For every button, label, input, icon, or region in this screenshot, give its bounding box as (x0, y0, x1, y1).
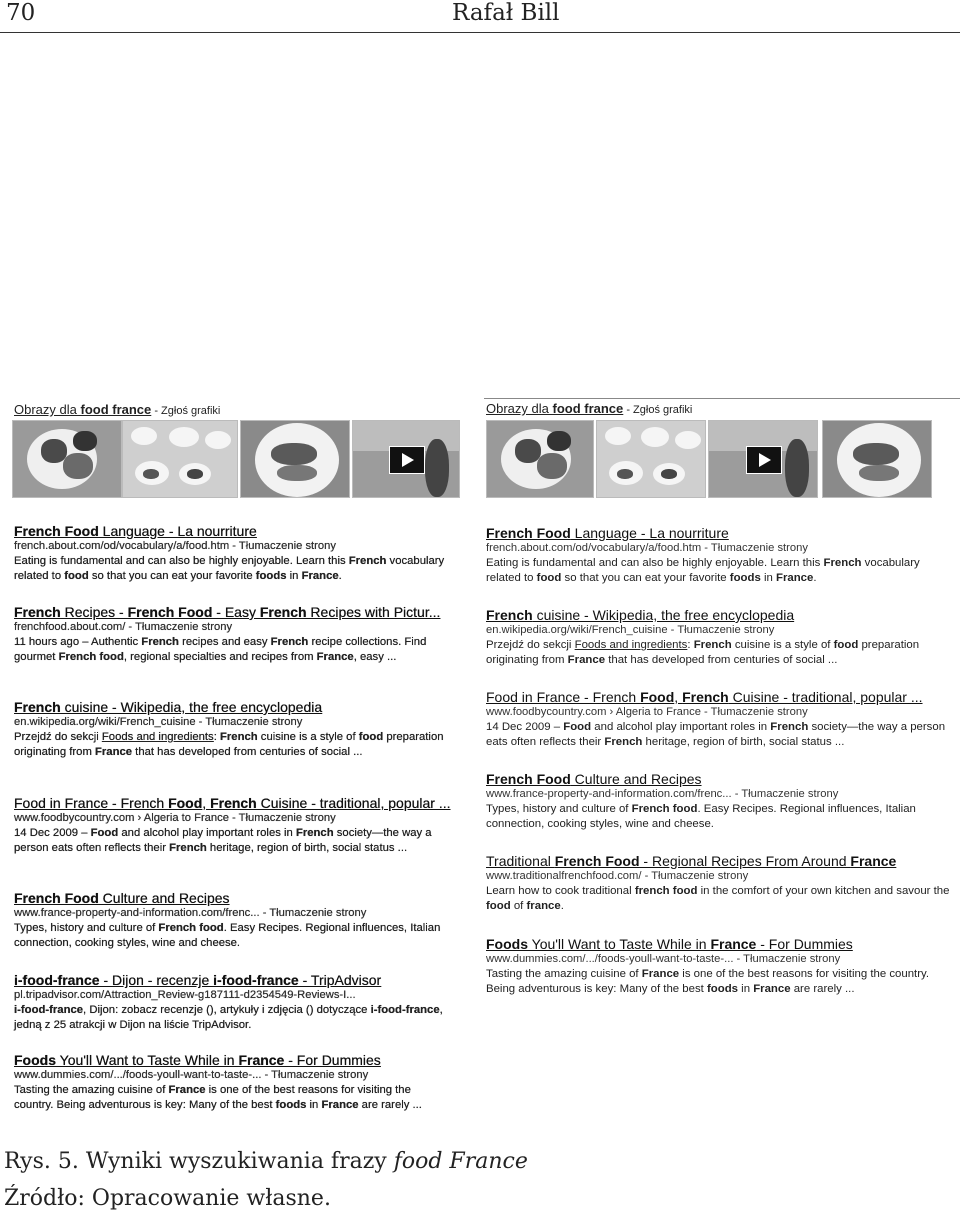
result-url[interactable]: www.foodbycountry.com › Algeria to France - Tłumaczenie strony (486, 706, 808, 718)
food-image-thumbnail[interactable] (822, 420, 932, 498)
search-result (486, 936, 956, 998)
result-snippet: 14 Dec 2009 – Food and alcohol play important roles in French society—the way a person eats often reflects their French heritage, region of birth, social status ... (14, 827, 432, 855)
result-title-link[interactable]: French Food Culture and Recipes (14, 890, 230, 906)
result-title-link[interactable]: Traditional French Food - Regional Recipes From Around France (486, 853, 897, 869)
images-header-query: food france (80, 402, 152, 417)
result-title-link[interactable]: French Recipes - French Food - Easy French Recipes with Pictur... (14, 604, 441, 620)
result-url[interactable]: frenchfood.about.com/ - Tłumaczenie strony (14, 621, 233, 633)
report-images-link[interactable]: - Zgłoś grafiki (623, 404, 693, 416)
search-result (486, 771, 956, 833)
food-image-thumbnail[interactable] (240, 420, 350, 498)
search-result (486, 525, 956, 587)
result-snippet: Przejdź do sekcji Foods and ingredients: French cuisine is a style of food preparation originating from France that has developed from centuries of social ... (486, 639, 920, 667)
search-result (14, 1052, 450, 1114)
result-url[interactable]: www.france-property-and-information.com/frenc... - Tłumaczenie strony (14, 907, 367, 919)
food-image-thumbnail[interactable] (486, 420, 594, 498)
food-image-thumbnail[interactable] (12, 420, 122, 498)
result-title-link[interactable]: French Food Culture and Recipes (486, 771, 702, 787)
page-number: 70 (6, 0, 36, 26)
search-result (14, 604, 450, 666)
result-url[interactable]: en.wikipedia.org/wiki/French_cuisine - Tłumaczenie strony (486, 624, 775, 636)
result-url[interactable]: www.dummies.com/.../foods-youll-want-to-taste-... - Tłumaczenie strony (486, 953, 841, 965)
search-result (14, 795, 451, 857)
caption-query: food France (393, 1149, 528, 1174)
play-icon (389, 446, 425, 474)
result-snippet: Tasting the amazing cuisine of France is one of the best reasons for visiting the country. Being adventurous is key: Many of the best foods in France are rarely ... (486, 968, 930, 996)
figure-caption (4, 1149, 528, 1174)
result-title-link[interactable]: Food in France - French Food, French Cuisine - traditional, popular ... (486, 689, 923, 705)
section-link[interactable]: Foods and ingredients (574, 639, 688, 651)
search-result (14, 523, 450, 585)
result-title-link[interactable]: i-food-france - Dijon - recenzje i-food-france - TripAdvisor (14, 972, 382, 988)
result-snippet: Types, history and culture of French food. Easy Recipes. Regional influences, Italian connection, cooking styles, wine and cheese. (14, 922, 441, 950)
result-snippet: 11 hours ago – Authentic French recipes and easy French recipe collections. Find gourmet French food, regional specialties and recipes from France, easy ... (14, 636, 427, 664)
result-title-link[interactable]: Food in France - French Food, French Cuisine - traditional, popular ... (14, 795, 451, 811)
images-header (14, 402, 220, 419)
result-snippet: i-food-france, Dijon: zobacz recenzje (), artykuły i zdjęcia () dotyczące i-food-france, jedną z 25 atrakcji w Dijon na liście TripAdvisor. (14, 1004, 443, 1032)
video-thumbnail[interactable] (352, 420, 460, 498)
result-snippet: Przejdź do sekcji Foods and ingredients: French cuisine is a style of food preparation originating from France that has developed from centuries of social ... (14, 731, 444, 759)
search-result (14, 699, 450, 761)
video-thumbnail[interactable] (708, 420, 818, 498)
result-url[interactable]: www.foodbycountry.com › Algeria to France - Tłumaczenie strony (14, 812, 336, 824)
result-title-link[interactable]: French cuisine - Wikipedia, the free encyclopedia (486, 607, 795, 623)
search-result (486, 689, 956, 751)
page-author: Rafał Bill (452, 0, 560, 26)
caption-text: Rys. 5. Wyniki wyszukiwania frazy (4, 1149, 394, 1174)
images-header (486, 401, 692, 418)
report-images-link[interactable]: - Zgłoś grafiki (151, 405, 221, 417)
result-snippet: Tasting the amazing cuisine of France is one of the best reasons for visiting the country. Being adventurous is key: Many of the best foods in France are rarely ... (14, 1084, 422, 1112)
result-snippet: Eating is fundamental and can also be highly enjoyable. Learn this French vocabulary related to food so that you can eat your favorite foods in France. (14, 555, 445, 583)
result-title-link[interactable]: French Food Language - La nourriture (14, 523, 257, 539)
result-title-link[interactable]: Foods You'll Want to Taste While in France - For Dummies (14, 1052, 381, 1068)
play-icon (746, 446, 782, 474)
images-header-link[interactable] (486, 401, 623, 416)
section-link[interactable]: Foods and ingredients (101, 731, 214, 743)
result-url[interactable]: en.wikipedia.org/wiki/French_cuisine - Tłumaczenie strony (14, 716, 303, 728)
result-url[interactable]: www.dummies.com/.../foods-youll-want-to-taste-... - Tłumaczenie strony (14, 1069, 369, 1081)
search-result (486, 853, 956, 915)
images-header-link[interactable] (14, 402, 151, 417)
search-result (486, 607, 956, 669)
images-header-query: food france (552, 401, 624, 416)
result-snippet: Eating is fundamental and can also be highly enjoyable. Learn this French vocabulary related to food so that you can eat your favorite foods in France. (486, 557, 920, 585)
figure-source: Źródło: Opracowanie własne. (4, 1186, 331, 1211)
images-header-prefix: Obrazy dla (486, 401, 553, 416)
result-snippet: 14 Dec 2009 – Food and alcohol play important roles in French society—the way a person eats often reflects their French heritage, region of birth, social status ... (486, 721, 946, 749)
result-title-link[interactable]: Foods You'll Want to Taste While in France - For Dummies (486, 936, 853, 952)
result-url[interactable]: french.about.com/od/vocabulary/a/food.htm - Tłumaczenie strony (14, 540, 336, 552)
result-url[interactable]: pl.tripadvisor.com/Attraction_Review-g187111-d2354549-Reviews-I... (14, 989, 356, 1001)
food-image-thumbnail[interactable] (122, 420, 238, 498)
result-url[interactable]: www.traditionalfrenchfood.com/ - Tłumaczenie strony (486, 870, 749, 882)
result-url[interactable]: french.about.com/od/vocabulary/a/food.htm - Tłumaczenie strony (486, 542, 808, 554)
result-snippet: Types, history and culture of French food. Easy Recipes. Regional influences, Italian connection, cooking styles, wine and cheese. (486, 803, 916, 831)
result-snippet: Learn how to cook traditional french food in the comfort of your own kitchen and savour the food of france. (486, 885, 950, 913)
result-url[interactable]: www.france-property-and-information.com/frenc... - Tłumaczenie strony (486, 788, 839, 800)
result-title-link[interactable]: French cuisine - Wikipedia, the free encyclopedia (14, 699, 323, 715)
images-header-prefix: Obrazy dla (14, 402, 81, 417)
page-header (0, 0, 960, 33)
food-image-thumbnail[interactable] (596, 420, 706, 498)
result-title-link[interactable]: French Food Language - La nourriture (486, 525, 729, 541)
search-result (14, 972, 450, 1034)
search-result (14, 890, 450, 952)
